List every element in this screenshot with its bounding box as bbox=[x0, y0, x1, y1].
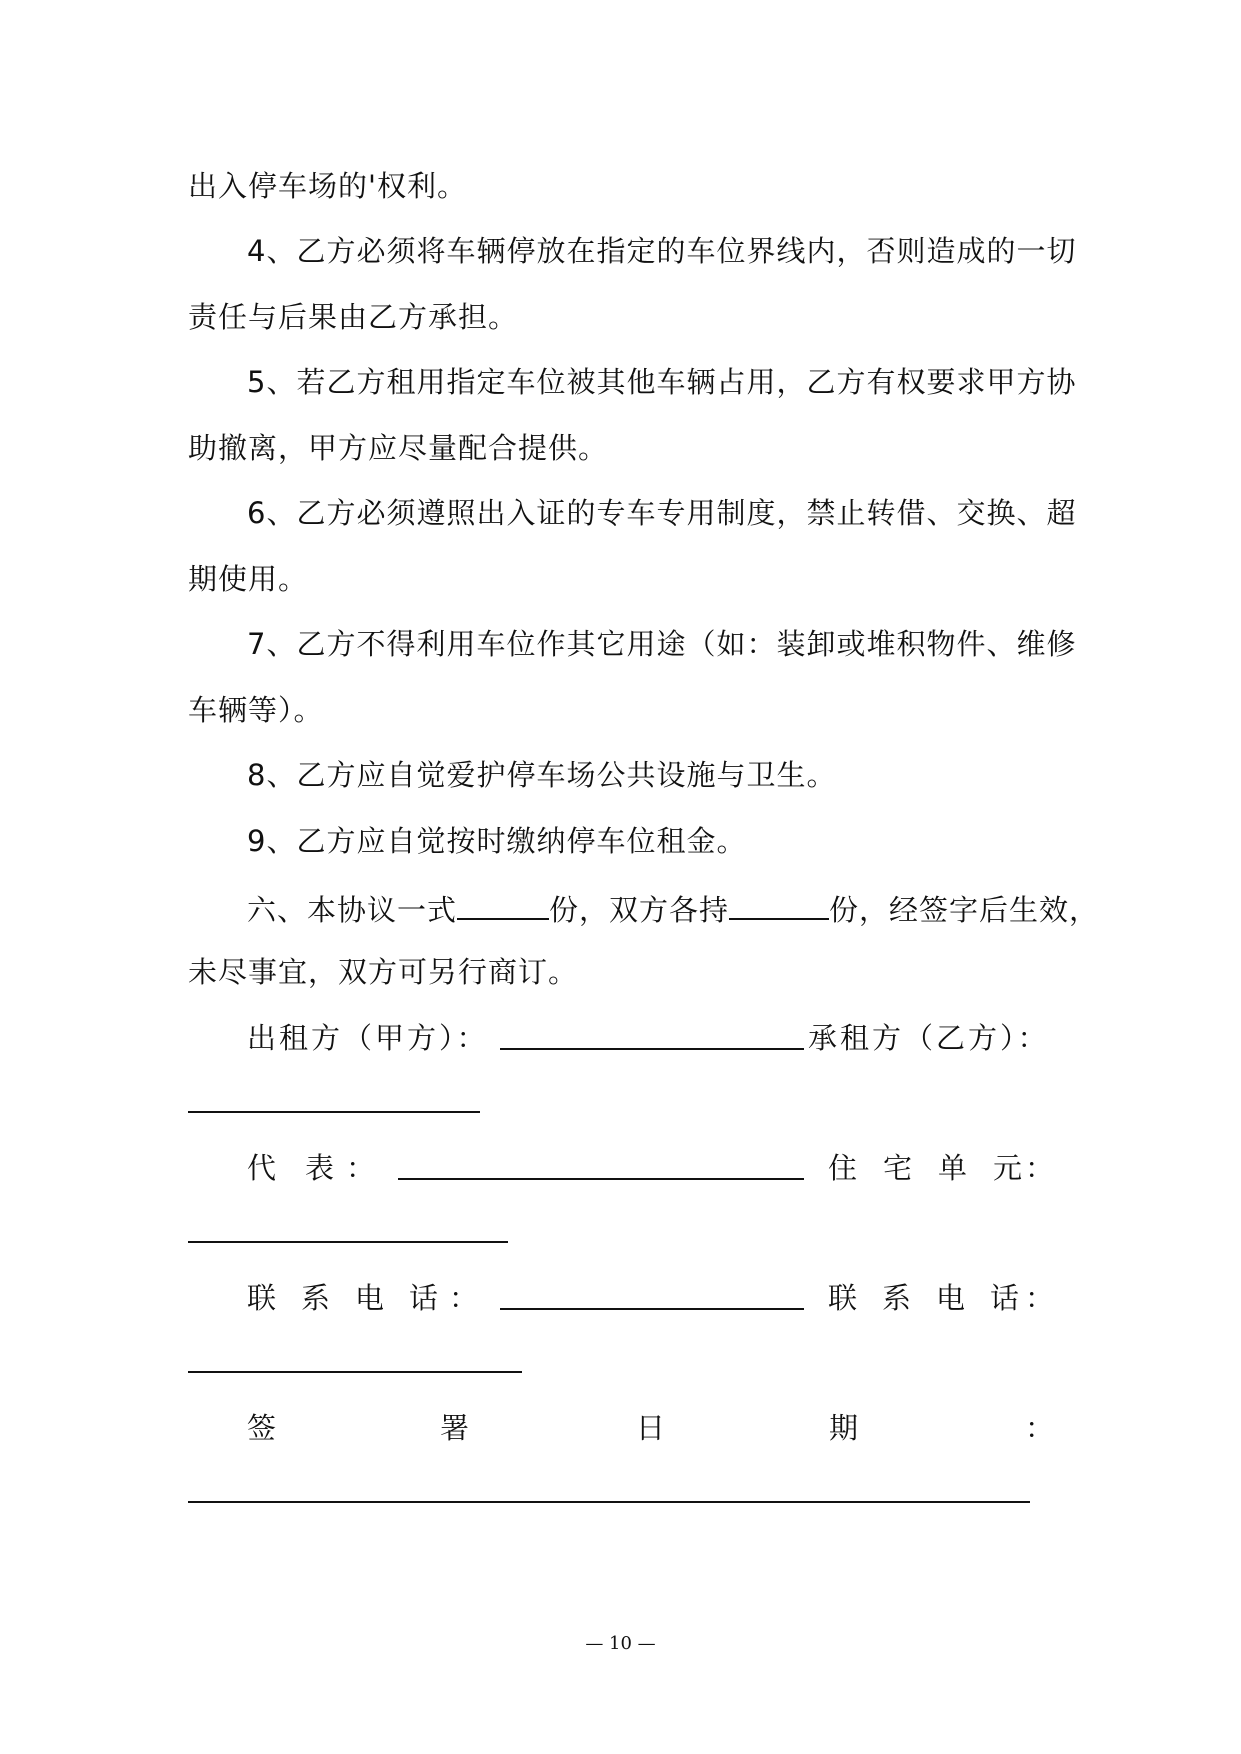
copies-total-blank[interactable] bbox=[457, 886, 549, 920]
rep-colon: ： bbox=[346, 1151, 376, 1185]
phone-right-char-3: 电 bbox=[936, 1281, 966, 1315]
clause-5-line-2: 助撤离，甲方应尽量配合提供。 bbox=[188, 431, 609, 465]
lessee-signature-line[interactable] bbox=[188, 1111, 480, 1113]
unit-char-3: 单 bbox=[938, 1151, 968, 1185]
section-6-line-1 bbox=[247, 886, 1241, 930]
lessee-label: 承租方（乙方）： bbox=[808, 1021, 1050, 1055]
clause-8: 8、乙方应自觉爱护停车场公共设施与卫生。 bbox=[247, 758, 837, 792]
lessor-signature-line[interactable] bbox=[500, 1048, 804, 1050]
section-6-text-b: 份，双方各持 bbox=[549, 893, 730, 927]
clause-6-line-1: 6、乙方必须遵照出入证的专车专用制度，禁止转借、交换、超 bbox=[247, 496, 1077, 530]
phone-left-char-3: 电 bbox=[355, 1281, 385, 1315]
copies-each-blank[interactable] bbox=[729, 886, 829, 920]
clause-7-line-2: 车辆等）。 bbox=[188, 693, 324, 727]
phone-right-line[interactable] bbox=[188, 1371, 522, 1373]
clause-4-line-2: 责任与后果由乙方承担。 bbox=[188, 300, 519, 334]
phone-right-colon: ： bbox=[1025, 1281, 1055, 1315]
date-char-4: 期 bbox=[829, 1411, 859, 1445]
section-6-line-2: 未尽事宜，双方可另行商订。 bbox=[188, 955, 579, 989]
phone-left-line[interactable] bbox=[500, 1308, 804, 1310]
unit-char-4: 元 bbox=[993, 1151, 1023, 1185]
clause-7-line-1: 7、乙方不得利用车位作其它用途（如：装卸或堆积物件、维修 bbox=[247, 627, 1077, 661]
section-6-text-a: 六、本协议一式 bbox=[247, 893, 458, 927]
unit-colon: ： bbox=[1025, 1151, 1055, 1185]
phone-left-colon: ： bbox=[449, 1281, 479, 1315]
clause-9: 9、乙方应自觉按时缴纳停车位租金。 bbox=[247, 824, 747, 858]
date-line[interactable] bbox=[188, 1501, 1030, 1503]
rep-signature-line[interactable] bbox=[398, 1178, 804, 1180]
unit-char-2: 宅 bbox=[883, 1151, 913, 1185]
phone-left-char-1: 联 bbox=[247, 1281, 277, 1315]
clause-5-line-1: 5、若乙方租用指定车位被其他车辆占用，乙方有权要求甲方协 bbox=[247, 365, 1077, 399]
lessor-label: 出租方（甲方）： bbox=[247, 1021, 489, 1055]
phone-left-char-2: 系 bbox=[301, 1281, 331, 1315]
clause-6-line-2: 期使用。 bbox=[188, 562, 309, 596]
date-char-3: 日 bbox=[636, 1411, 666, 1445]
unit-char-1: 住 bbox=[828, 1151, 858, 1185]
phone-right-char-2: 系 bbox=[882, 1281, 912, 1315]
unit-line[interactable] bbox=[188, 1241, 508, 1243]
page-number: — 10 — bbox=[585, 1633, 656, 1654]
clause-3-end: 出入停车场的'权利。 bbox=[188, 169, 467, 203]
rep-char-2: 表 bbox=[305, 1151, 335, 1185]
date-colon: ： bbox=[1025, 1411, 1055, 1445]
phone-left-char-4: 话 bbox=[409, 1281, 439, 1315]
rep-char-1: 代 bbox=[247, 1151, 277, 1185]
date-char-2: 署 bbox=[440, 1411, 470, 1445]
date-char-1: 签 bbox=[247, 1411, 277, 1445]
section-6-text-c: 份，经签字后生效， bbox=[829, 893, 1100, 927]
phone-right-char-1: 联 bbox=[828, 1281, 858, 1315]
clause-4-line-1: 4、乙方必须将车辆停放在指定的车位界线内，否则造成的一切 bbox=[247, 234, 1077, 268]
phone-right-char-4: 话 bbox=[990, 1281, 1020, 1315]
